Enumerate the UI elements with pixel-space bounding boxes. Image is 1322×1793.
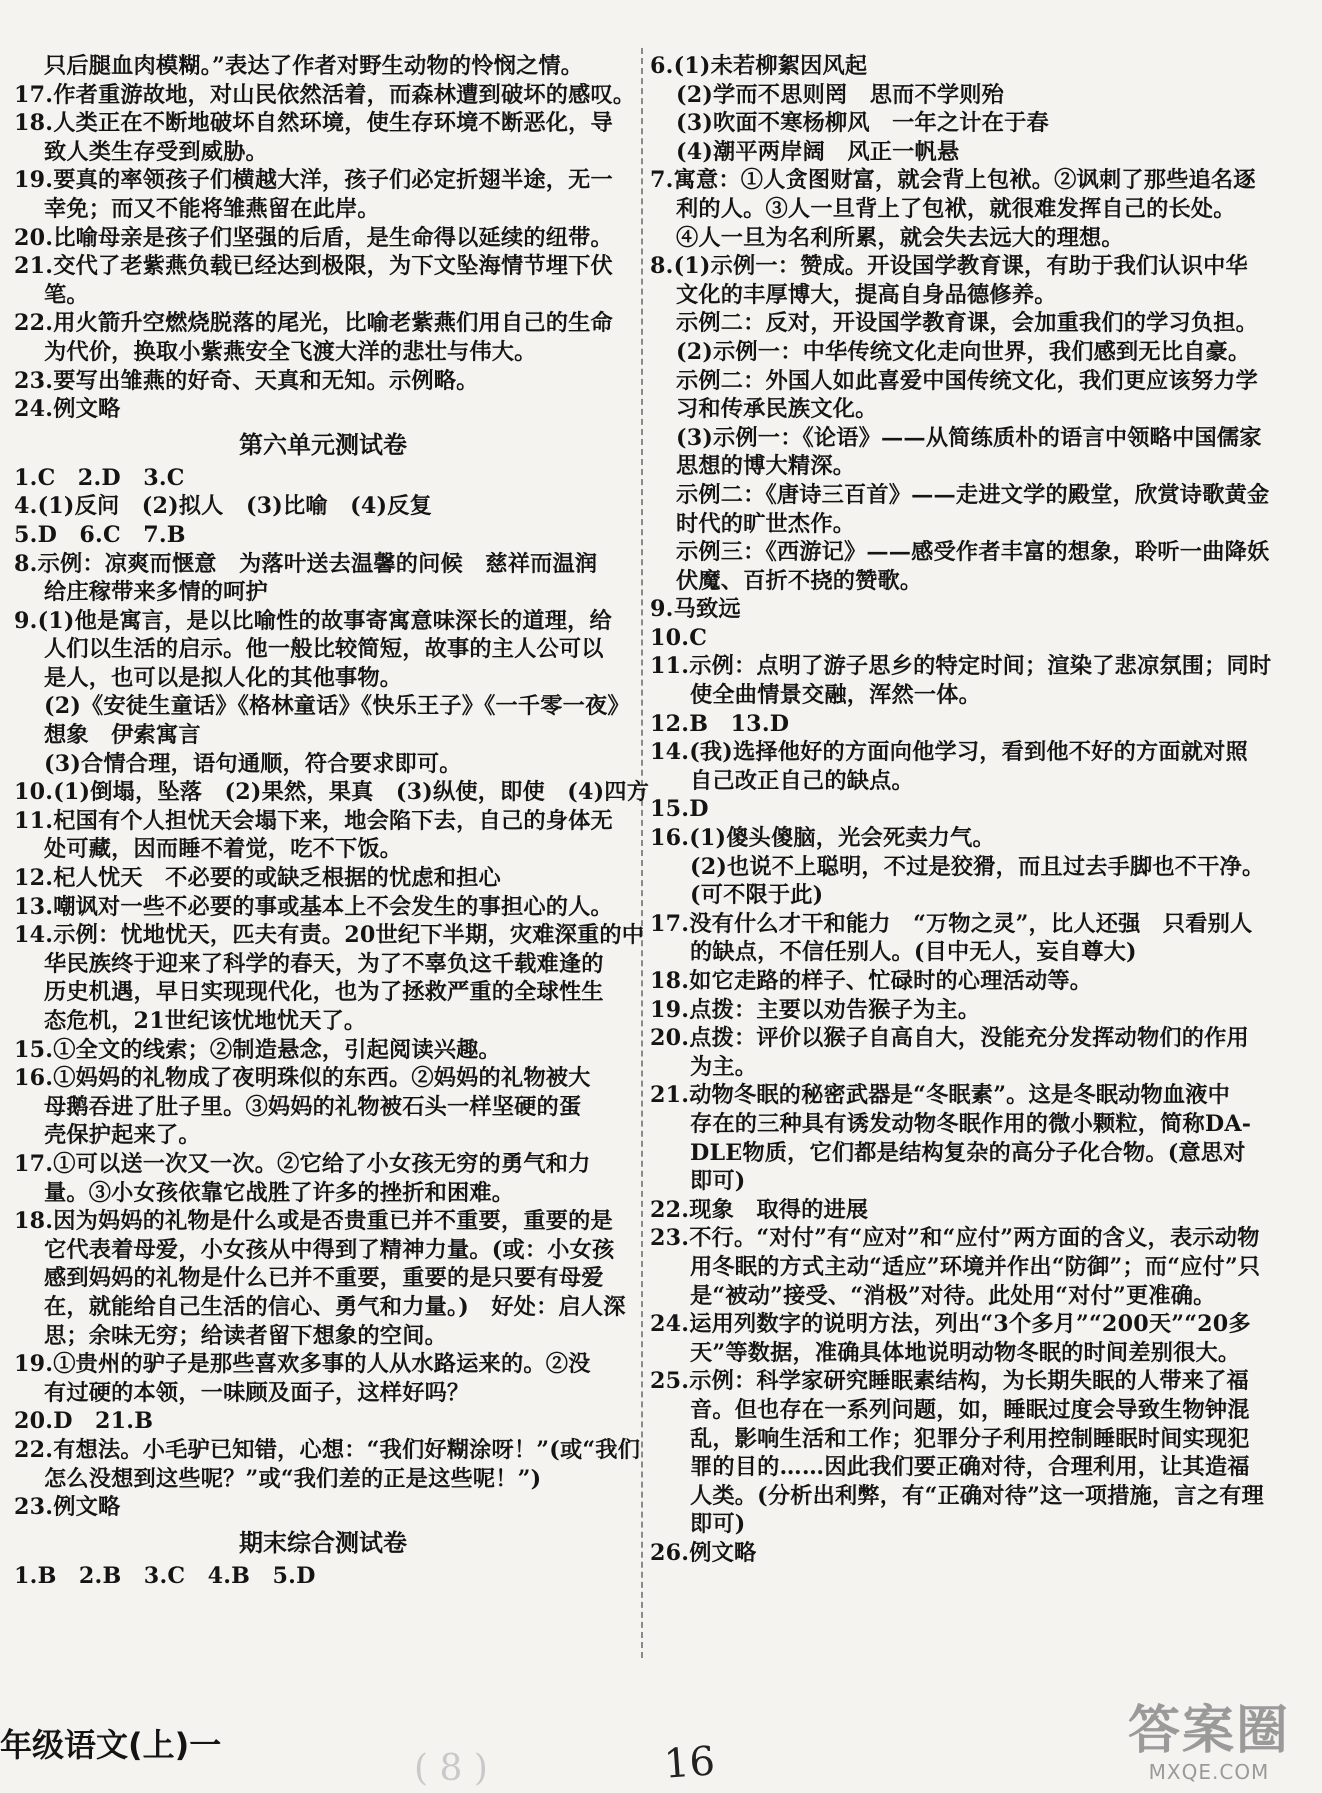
answer-line: 思；余味无穷；给读者留下想象的空间。: [44, 1322, 447, 1349]
answer-line: (4)潮平两岸阔 风正一帆悬: [676, 138, 960, 165]
answer-line: 24.例文略: [14, 396, 121, 423]
site-watermark: [1128, 1702, 1290, 1784]
answer-line: 幸免；而又不能将雏燕留在此岸。: [44, 195, 380, 222]
answer-line: 19.点拨：主要以劝告猴子为主。: [650, 996, 981, 1023]
answer-line: 11.示例：点明了游子思乡的特定时间；渲染了悲凉氛围；同时: [650, 653, 1272, 680]
left-answers-continued: [14, 52, 636, 424]
answer-line: 14.示例：忧地忧天，匹夫有责。20世纪下半期，灾难深重的中: [14, 922, 645, 949]
answer-line: 10.C: [650, 624, 708, 651]
answer-line: (2)《安徒生童话》《格林童话》《快乐王子》《一千零一夜》: [44, 693, 630, 720]
answer-line: 18.人类正在不断地破坏自然环境，使生存环境不断恶化，导: [14, 110, 613, 137]
answer-line: 感到妈妈的礼物是什么已并不重要，重要的是只要有母爱: [44, 1265, 604, 1292]
answer-line: 是人，也可以是拟人化的其他事物。: [44, 664, 403, 691]
answer-line: 22.用火箭升空燃烧脱落的尾光，比喻老紫燕们用自己的生命: [14, 310, 613, 337]
answer-line: 21.动物冬眠的秘密武器是“冬眠素”。这是冬眠动物血液中: [650, 1082, 1231, 1109]
answer-line: 示例二：外国人如此喜爱中国传统文化，我们更应该努力学: [676, 367, 1259, 394]
answer-line: (3)吹面不寒杨柳风 一年之计在于春: [676, 110, 1049, 137]
answer-line: 18.因为妈妈的礼物是什么或是否贵重已并不重要，重要的是: [14, 1208, 613, 1235]
answer-line: 19.要真的率领孩子们横越大洋，孩子们必定折翅半途，无一: [14, 167, 613, 194]
answer-line: 历史机遇，早日实现现代化，也为了拯救严重的全球性生: [44, 979, 604, 1006]
answer-line: 笔。: [44, 281, 89, 308]
answer-line: 罪的目的……因此我们要正确对待，合理利用，让其造福: [690, 1454, 1250, 1481]
answer-line: 1.C 2.D 3.C: [14, 464, 185, 491]
answer-line: 量。③小女孩依靠它战胜了许多的挫折和困难。: [44, 1179, 515, 1206]
answer-line: 16.①妈妈的礼物成了夜明珠似的东西。②妈妈的礼物被大: [14, 1065, 591, 1092]
answer-line: (2)示例一：中华传统文化走向世界，我们感到无比自豪。: [676, 338, 1251, 365]
answer-line: 处可藏，因而睡不着觉，吃不下饭。: [44, 836, 403, 863]
unit6-heading: 第六单元测试卷: [239, 430, 407, 459]
answer-line: 7.寓意：①人贪图财富，就会背上包袱。②讽刺了那些追名逐: [650, 167, 1256, 194]
answer-line: 26.例文略: [650, 1539, 757, 1566]
answer-line: 20.D 21.B: [14, 1408, 154, 1435]
answer-line: 21.交代了老紫燕负载已经达到极限，为下文坠海情节埋下伏: [14, 253, 613, 280]
answer-line: 20.比喻母亲是孩子们坚强的后盾，是生命得以延续的纽带。: [14, 224, 613, 251]
answer-line: 为代价，换取小紫燕安全飞渡大洋的悲壮与伟大。: [44, 338, 537, 365]
answer-line: 17.①可以送一次又一次。②它给了小女孩无穷的勇气和力: [14, 1150, 591, 1177]
answer-line: (2)学而不思则罔 思而不学则殆: [676, 81, 1005, 108]
footer-grade-label: 年级语文(上)一: [0, 1726, 222, 1764]
answer-line: 态危机，21世纪该忧地忧天了。: [44, 1008, 367, 1034]
answer-line: 示例二：《唐诗三百首》——走进文学的殿堂，欣赏诗歌黄金: [676, 481, 1270, 508]
answer-line: 24.运用列数字的说明方法，列出“3个多月”“200天”“20多: [650, 1311, 1251, 1338]
answer-line: 12.B 13.D: [650, 710, 790, 737]
answer-line: 8.示例：凉爽而惬意 为落叶送去温馨的问候 慈祥而温润: [14, 550, 598, 577]
watermark-url: MXQE.COM: [1148, 1760, 1270, 1784]
final-exam-answers: [14, 1562, 632, 1591]
answer-line: 的缺点，不信任别人。(目中无人，妄自尊大): [690, 939, 1137, 966]
answer-line: 19.①贵州的驴子是那些喜欢多事的人从水路运来的。②没: [14, 1351, 591, 1378]
answer-line: 人们以生活的启示。他一般比较简短，故事的主人公可以: [44, 636, 604, 663]
answer-line: 为主。: [690, 1053, 758, 1080]
page-number: 16: [662, 1738, 717, 1788]
answer-line: 13.嘲讽对一些不必要的事或基本上不会发生的事担心的人。: [14, 893, 613, 920]
answer-line: 即可): [690, 1511, 746, 1538]
answer-line: 它代表着母爱，小女孩从中得到了精神力量。(或：小女孩: [44, 1236, 615, 1263]
final-exam-answers-continued: [650, 52, 1310, 1567]
answer-line: 有过硬的本领，一味顾及面子，这样好吗？: [44, 1379, 470, 1406]
answer-line: 9.马致远: [650, 596, 741, 623]
answer-line: 22.现象 取得的进展: [650, 1196, 869, 1223]
answer-line: 16.(1)傻头傻脑，光会死卖力气。: [650, 825, 995, 852]
answer-line: 15.D: [650, 796, 709, 823]
answer-line: 华民族终于迎来了科学的春天，为了不辜负这千载难逢的: [44, 950, 604, 977]
answer-line: 示例二：反对，开设国学教育课，会加重我们的学习负担。: [676, 310, 1259, 337]
answer-line: 23.不行。“对付”有“应对”和“应付”两方面的含义，表示动物: [650, 1225, 1260, 1252]
answer-line: 母鹅吞进了肚子里。③妈妈的礼物被石头一样坚硬的蛋: [44, 1093, 582, 1120]
answer-line: (2)也说不上聪明，不过是狡猾，而且过去手脚也不干净。: [690, 853, 1265, 880]
answer-line: 存在的三种具有诱发动物冬眠作用的微小颗粒，简称DA-: [690, 1110, 1252, 1137]
footer-faint-mark: ( 8 ): [414, 1748, 488, 1789]
answer-line: 给庄稼带来多情的呵护: [44, 579, 268, 606]
answer-line: 文化的丰厚博大，提高自身品德修养。: [676, 281, 1057, 308]
answer-line: 12.杞人忧天 不必要的或缺乏根据的忧虑和担心: [14, 865, 501, 892]
answer-line: (3)合情合理，语句通顺，符合要求即可。: [44, 750, 462, 777]
answer-line: (可不限于此): [690, 882, 824, 909]
left-column: [14, 52, 650, 1590]
answer-line: 15.①全文的线索；②制造悬念，引起阅读兴趣。: [14, 1036, 501, 1063]
answer-line: 4.(1)反问 (2)拟人 (3)比喻 (4)反复: [14, 493, 432, 520]
answer-line: 怎么没想到这些呢？”或“我们差的正是这些呢！”): [44, 1465, 542, 1492]
unit6-answers: [14, 464, 650, 1522]
answer-line: 时代的旷世杰作。: [676, 510, 856, 537]
answer-line: 示例三：《西游记》——感受作者丰富的想象，聆听一曲降妖: [676, 539, 1270, 566]
answer-line: 致人类生存受到威胁。: [44, 138, 268, 165]
answer-line: 用冬眠的方式主动“适应”环境并作出“防御”；而“应付”只: [690, 1253, 1261, 1280]
column-divider: [641, 48, 643, 1658]
answer-line: 思想的博大精深。: [676, 453, 856, 480]
answer-line: 22.有想法。小毛驴已知错，心想：“我们好糊涂呀！”(或“我们: [14, 1436, 641, 1463]
answer-line: 18.如它走路的样子、忙碌时的心理活动等。: [650, 968, 1093, 994]
answer-line: 在，就能给自己生活的信心、勇气和力量。) 好处：启人深: [44, 1293, 626, 1320]
answer-line: 6.(1)未若柳絮因风起: [650, 53, 868, 79]
answer-line: 人类。(分析出利弊，有“正确对待”这一项措施，言之有理: [690, 1482, 1264, 1509]
answer-line: 壳保护起来了。: [44, 1122, 201, 1149]
answer-line: 14.(我)选择他好的方面向他学习，看到他不好的方面就对照: [650, 739, 1248, 766]
answer-line: ④人一旦为名利所累，就会失去远大的理想。: [676, 224, 1124, 251]
answer-line: 17.没有什么才干和能力 “万物之灵”，比人还强 只看别人: [650, 910, 1253, 937]
answer-line: 自己改正自己的缺点。: [690, 767, 914, 794]
final-exam-heading: 期末综合测试卷: [239, 1528, 407, 1557]
answer-line: 20.点拨：评价以猴子自高自大，没能充分发挥动物们的作用: [650, 1025, 1249, 1052]
answer-line: 习和传承民族文化。: [676, 396, 878, 423]
answer-line: 使全曲情景交融，浑然一体。: [690, 682, 982, 709]
answer-line: 音。但也存在一系列问题，如，睡眠过度会导致生物钟混: [690, 1396, 1250, 1423]
answer-line: 想象 伊索寓言: [44, 722, 201, 749]
answer-line: 9.(1)他是寓言，是以比喻性的故事寄寓意味深长的道理，给: [14, 607, 612, 634]
answer-line: DLE物质，它们都是结构复杂的高分子化合物。(意思对: [690, 1139, 1246, 1166]
answer-line: 乱，影响生活和工作；犯罪分子利用控制睡眠时间实现犯: [690, 1425, 1250, 1452]
answer-line: 17.作者重游故地，对山民依然活着，而森林遭到破坏的感叹。: [14, 81, 636, 108]
answer-line: 5.D 6.C 7.B: [14, 521, 186, 548]
right-column: [650, 52, 1310, 1567]
answer-line: 8.(1)示例一：赞成。开设国学教育课，有助于我们认识中华: [650, 253, 1248, 280]
answer-line: 25.示例：科学家研究睡眠素结构，为长期失眠的人带来了福: [650, 1368, 1249, 1395]
watermark-logo-text: 答案圈: [1127, 1701, 1290, 1761]
answer-line: (3)示例一：《论语》——从简练质朴的语言中领略中国儒家: [676, 424, 1262, 451]
answer-line: 天”等数据，准确具体地说明动物冬眠的时间差别很大。: [690, 1339, 1241, 1366]
answer-line: 只后腿血肉模糊。”表达了作者对野生动物的怜悯之情。: [44, 53, 584, 79]
answer-line: 1.B 2.B 3.C 4.B 5.D: [14, 1562, 316, 1589]
answer-line: 即可): [690, 1168, 746, 1195]
answer-line: 利的人。③人一旦背上了包袱，就很难发挥自己的长处。: [676, 195, 1236, 222]
answer-line: 23.例文略: [14, 1494, 121, 1521]
answer-line: 23.要写出雏燕的好奇、天真和无知。示例略。: [14, 367, 479, 394]
answer-line: 是“被动”接受、“消极”对待。此处用“对付”更准确。: [690, 1282, 1216, 1309]
answer-line: 10.(1)倒塌，坠落 (2)果然，果真 (3)纵使，即使 (4)四方: [14, 779, 650, 806]
answer-line: 伏魔、百折不挠的赞歌。: [676, 567, 923, 594]
answer-line: 11.杞国有个人担忧天会塌下来，地会陷下去，自己的身体无: [14, 807, 613, 834]
